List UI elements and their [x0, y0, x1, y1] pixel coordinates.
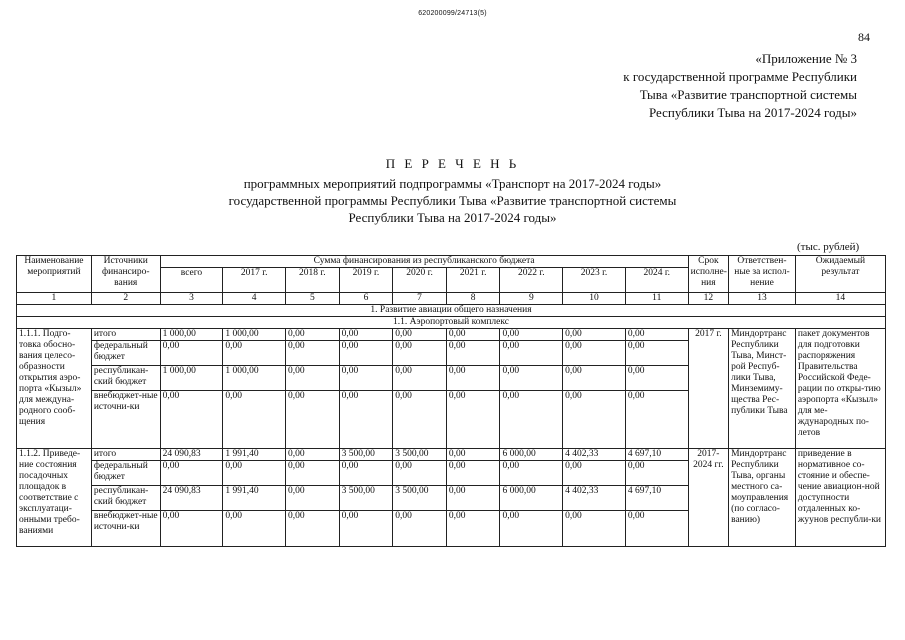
- value-cell: 0,00: [446, 329, 500, 341]
- value-cell: 3 500,00: [393, 449, 447, 461]
- value-cell: 0,00: [393, 391, 447, 449]
- appendix-header: [623, 50, 857, 122]
- term-cell: 2017 г.: [688, 329, 728, 449]
- value-cell: 0,00: [500, 461, 563, 486]
- col-number: 2: [91, 293, 160, 305]
- value-cell: 0,00: [446, 511, 500, 547]
- value-cell: 0,00: [393, 461, 447, 486]
- subsection-title: 1.1. Аэропортовый комплекс: [17, 317, 886, 329]
- col-number: 6: [339, 293, 393, 305]
- value-cell: 0,00: [446, 486, 500, 511]
- source-cell: федеральный бюджет: [91, 461, 160, 486]
- value-cell: 0,00: [160, 511, 223, 547]
- result-cell: пакет документов для подготовки распоряжения Правительства Российской Феде-рации по откры-тию аэропорта «Кызыл» для ме-ждународных по-летов: [795, 329, 885, 449]
- col-number: 8: [446, 293, 500, 305]
- col-number: 4: [223, 293, 286, 305]
- source-cell: внебюджет-ные источни-ки: [91, 391, 160, 449]
- value-cell: 4 697,10: [625, 449, 688, 461]
- source-cell: республикан-ский бюджет: [91, 366, 160, 391]
- col-number: 10: [563, 293, 626, 305]
- header-2017: 2017 г.: [223, 268, 286, 293]
- responsible-cell: Миндортранс Республики Тыва, Минст-рой Респуб-лики Тыва, Минземиму-щества Рес-публики Тыва: [729, 329, 796, 449]
- value-cell: 0,00: [500, 391, 563, 449]
- value-cell: 0,00: [500, 366, 563, 391]
- value-cell: 0,00: [446, 449, 500, 461]
- value-cell: 0,00: [160, 341, 223, 366]
- source-cell: внебюджет-ные источни-ки: [91, 511, 160, 547]
- result-cell: приведение в нормативное со-стояние и обеспе-чение авиацион-ной доступности отдаленных ко-жуунов республи-ки: [795, 449, 885, 547]
- appendix-line-4: Республики Тыва на 2017-2024 годы»: [648, 105, 857, 120]
- value-cell: 0,00: [446, 461, 500, 486]
- value-cell: 0,00: [625, 511, 688, 547]
- column-number-row: [17, 293, 886, 305]
- value-cell: 0,00: [563, 341, 626, 366]
- header-2022: 2022 г.: [500, 268, 563, 293]
- value-cell: 0,00: [625, 329, 688, 341]
- subtitle-line-1: программных мероприятий подпрограммы «Транспорт на 2017-2024 годы»: [243, 176, 662, 191]
- value-cell: 0,00: [563, 461, 626, 486]
- value-cell: 0,00: [286, 461, 340, 486]
- value-cell: 0,00: [339, 461, 393, 486]
- value-cell: 3 500,00: [339, 449, 393, 461]
- col-number: 1: [17, 293, 92, 305]
- appendix-line-3: Тыва «Развитие транспортной системы: [639, 87, 857, 102]
- value-cell: 3 500,00: [339, 486, 393, 511]
- col-number: 9: [500, 293, 563, 305]
- header-total: всего: [160, 268, 223, 293]
- value-cell: 0,00: [393, 329, 447, 341]
- col-number: 14: [795, 293, 885, 305]
- value-cell: 3 500,00: [393, 486, 447, 511]
- document-id: 620200099/24713(5): [418, 10, 487, 17]
- subtitle-line-2: государственной программы Республики Тыва «Развитие транспортной системы: [228, 193, 677, 208]
- header-row-1: [17, 256, 886, 268]
- col-number: 11: [625, 293, 688, 305]
- header-2024: 2024 г.: [625, 268, 688, 293]
- subsection-row: [17, 317, 886, 329]
- header-term: Срок исполне-ния: [688, 256, 728, 293]
- value-cell: 1 000,00: [160, 329, 223, 341]
- value-cell: 0,00: [286, 511, 340, 547]
- section-row: [17, 305, 886, 317]
- value-cell: 0,00: [446, 341, 500, 366]
- value-cell: 1 000,00: [223, 329, 286, 341]
- document-title: П Е Р Е Ч Е Н Ь: [385, 156, 520, 171]
- value-cell: 0,00: [339, 511, 393, 547]
- header-source: Источники финансиро-вания: [91, 256, 160, 293]
- col-number: 3: [160, 293, 223, 305]
- source-cell: итого: [91, 449, 160, 461]
- value-cell: 0,00: [393, 341, 447, 366]
- value-cell: 0,00: [286, 329, 340, 341]
- value-cell: 0,00: [286, 449, 340, 461]
- value-cell: 0,00: [339, 329, 393, 341]
- header-result: Ожидаемый результат: [795, 256, 885, 293]
- value-cell: 6 000,00: [500, 449, 563, 461]
- value-cell: 0,00: [223, 511, 286, 547]
- programme-table: [16, 255, 886, 547]
- value-cell: 4 402,33: [563, 449, 626, 461]
- value-cell: 1 000,00: [223, 366, 286, 391]
- value-cell: 0,00: [286, 366, 340, 391]
- header-sum-group: Сумма финансирования из республиканского бюджета: [160, 256, 688, 268]
- col-number: 12: [688, 293, 728, 305]
- value-cell: 4 697,10: [625, 486, 688, 511]
- value-cell: 0,00: [625, 341, 688, 366]
- subtitle-line-3: Республики Тыва на 2017-2024 годы»: [348, 210, 557, 225]
- col-number: 7: [393, 293, 447, 305]
- value-cell: 0,00: [339, 366, 393, 391]
- value-cell: 6 000,00: [500, 486, 563, 511]
- value-cell: 0,00: [625, 391, 688, 449]
- value-cell: 0,00: [563, 366, 626, 391]
- units-label: (тыс. рублей): [797, 241, 860, 253]
- value-cell: 0,00: [500, 329, 563, 341]
- value-cell: 1 991,40: [223, 449, 286, 461]
- value-cell: 0,00: [286, 486, 340, 511]
- value-cell: 0,00: [563, 391, 626, 449]
- value-cell: 1 000,00: [160, 366, 223, 391]
- value-cell: 0,00: [563, 329, 626, 341]
- header-2019: 2019 г.: [339, 268, 393, 293]
- value-cell: 0,00: [500, 511, 563, 547]
- responsible-cell: Миндортранс Республики Тыва, органы местного са-моуправления (по согласо-ванию): [729, 449, 796, 547]
- col-number: 13: [729, 293, 796, 305]
- value-cell: 0,00: [339, 341, 393, 366]
- value-cell: 0,00: [286, 341, 340, 366]
- value-cell: 24 090,83: [160, 486, 223, 511]
- value-cell: 24 090,83: [160, 449, 223, 461]
- col-number: 5: [286, 293, 340, 305]
- value-cell: 0,00: [500, 341, 563, 366]
- header-responsible: Ответствен-ные за испол-нение: [729, 256, 796, 293]
- header-2018: 2018 г.: [286, 268, 340, 293]
- item-name: 1.1.2. Приведе-ние состояния посадочных площадок в соответствие с эксплуатаци-онными требо-ваниями: [17, 449, 92, 547]
- value-cell: 0,00: [625, 366, 688, 391]
- table-row: [17, 329, 886, 341]
- value-cell: 0,00: [223, 341, 286, 366]
- document-subtitle: [0, 175, 905, 226]
- value-cell: 0,00: [446, 366, 500, 391]
- section-title: 1. Развитие авиации общего назначения: [17, 305, 886, 317]
- value-cell: 0,00: [393, 366, 447, 391]
- value-cell: 0,00: [223, 461, 286, 486]
- value-cell: 1 991,40: [223, 486, 286, 511]
- term-cell: 2017-2024 гг.: [688, 449, 728, 547]
- page-number: 84: [858, 30, 870, 44]
- value-cell: 0,00: [339, 391, 393, 449]
- value-cell: 0,00: [223, 391, 286, 449]
- header-name: Наименование мероприятий: [17, 256, 92, 293]
- header-2020: 2020 г.: [393, 268, 447, 293]
- value-cell: 0,00: [286, 391, 340, 449]
- value-cell: 0,00: [563, 511, 626, 547]
- value-cell: 4 402,33: [563, 486, 626, 511]
- value-cell: 0,00: [393, 511, 447, 547]
- header-2021: 2021 г.: [446, 268, 500, 293]
- item-name: 1.1.1. Подго-товка обосно-вания целесо-образности открытия аэро-порта «Кызыл» для междуна-родного сооб-щения: [17, 329, 92, 449]
- source-cell: итого: [91, 329, 160, 341]
- value-cell: 0,00: [625, 461, 688, 486]
- value-cell: 0,00: [160, 391, 223, 449]
- appendix-line-2: к государственной программе Республики: [623, 69, 857, 84]
- appendix-line-1: «Приложение № 3: [755, 51, 857, 66]
- source-cell: федеральный бюджет: [91, 341, 160, 366]
- value-cell: 0,00: [160, 461, 223, 486]
- table-row: [17, 449, 886, 461]
- header-2023: 2023 г.: [563, 268, 626, 293]
- value-cell: 0,00: [446, 391, 500, 449]
- source-cell: республикан-ский бюджет: [91, 486, 160, 511]
